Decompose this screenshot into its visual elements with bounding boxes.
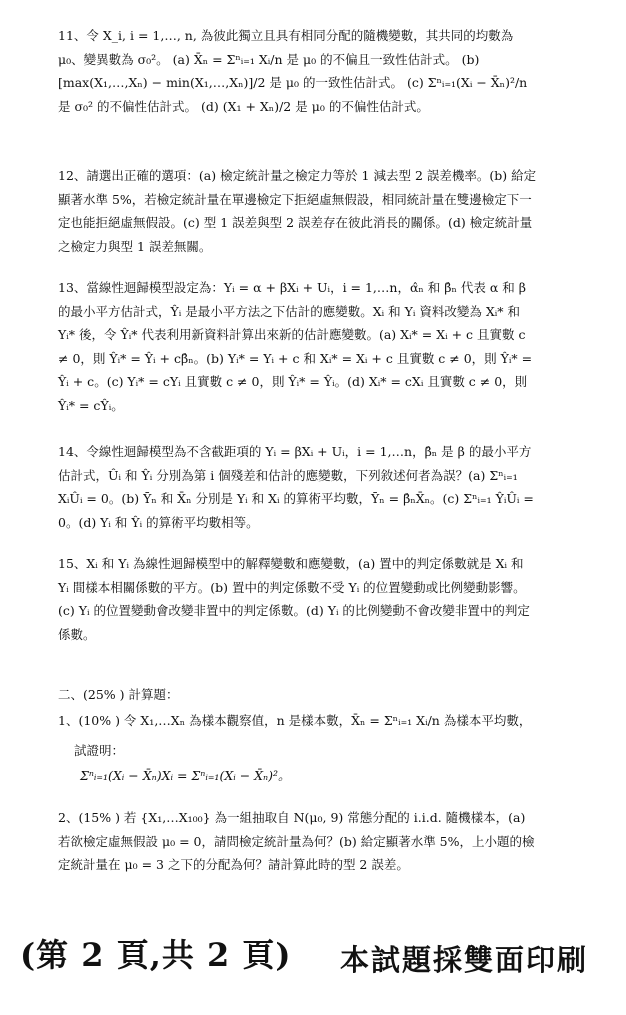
problem-1-equation: Σⁿᵢ₌₁(Xᵢ − X̄ₙ)Xᵢ = Σⁿᵢ₌₁(Xᵢ − X̄ₙ)²。 (80, 768, 291, 783)
print-note: 本試題採雙面印刷 (340, 943, 589, 977)
problem-1-prove-label: 試證明： (74, 743, 125, 758)
problem-2 (58, 806, 538, 877)
question-15-text: Xᵢ 和 Yᵢ 為線性迴歸模型中的解釋變數和應變數，(a) 置中的判定係數就是 Xᵢ 和 Yᵢ 間樣本相關係數的平方。(b) 置中的判定係數不受 Yᵢ 的位置變動或比例變動影響。(c) Yᵢ 的位置變動會改變非置中的判定係數。(d) Yᵢ 的比例變動不會改變非置中的判定係數。 (58, 556, 530, 642)
question-13-text: 當線性迴歸模型設定為：Yᵢ = α + βXᵢ + Uᵢ，i = 1,…n，α̂ₙ 和 β̂ₙ 代表 α 和 β 的最小平方估計式，Ŷᵢ 是最小平方法之下估計的應變數。Xᵢ 和 Yᵢ 資料改變為 Xᵢ* 和 Yᵢ* 後，令 Ŷᵢ* 代表利用新資料計算出來新的估計應變數。(a) Xᵢ* = Xᵢ + c 且實數 c ≠ 0，則 Ŷᵢ* = Ŷᵢ + cβ̂ₙ。(b) Yᵢ* = Yᵢ + c 和 Xᵢ* = Xᵢ + c 且實數 c ≠ 0，則 Ŷᵢ* = Ŷᵢ + c。(c) Yᵢ* = cYᵢ 且實數 c ≠ 0，則 Ŷᵢ* = Ŷᵢ。(d) Xᵢ* = cXᵢ 且實數 c ≠ 0，則 Ŷᵢ* = cŶᵢ。 (58, 280, 533, 413)
question-11: 11、令 X_i, i = 1,…, n, 為彼此獨立且具有相同分配的隨機變數，其共同的均數為 μ₀、變異數為 σ₀²。 (a) X̄ₙ = Σⁿᵢ₌₁ Xᵢ/n 是 μ₀ 的不偏且一致性估計式。 (b) [max(X₁,…,Xₙ) − min(X₁,…,Xₙ)]/2 是 μ₀ 的一致性估計式。 (c) Σⁿᵢ₌₁(Xᵢ − X̄ₙ)²/n 是 σ₀² 的不偏性估計式。 (d) (X₁ + Xₙ)/2 是 μ₀ 的不偏性估計式。 (58, 28, 528, 114)
question-14-text: 令線性迴歸模型為不含截距項的 Yᵢ = βXᵢ + Uᵢ，i = 1,…n，β̂ₙ 是 β 的最小平方估計式，Ûᵢ 和 Ŷᵢ 分別為第 i 個殘差和估計的應變數，下列敘述何者為誤？(a) Σⁿᵢ₌₁ XᵢÛᵢ = 0。(b) Ȳₙ 和 X̄ₙ 分別是 Yᵢ 和 Xᵢ 的算術平均數，Ȳₙ = β̂ₙX̄ₙ。(c) Σⁿᵢ₌₁ ŶᵢÛᵢ = 0。(d) Yᵢ 和 Ŷᵢ 的算術平均數相等。 (58, 444, 534, 530)
question-14: 14、令線性迴歸模型為不含截距項的 Yᵢ = βXᵢ + Uᵢ，i = 1,…n，β̂ₙ 是 β 的最小平方估計式，Ûᵢ 和 Ŷᵢ 分別為第 i 個殘差和估計的應變數，下列敘述何者為誤？(a) Σⁿᵢ₌₁ XᵢÛᵢ = 0。(b) Ȳₙ 和 X̄ₙ 分別是 Yᵢ 和 Xᵢ 的算術平均數，Ȳₙ = β̂ₙX̄ₙ。(c) Σⁿᵢ₌₁ ŶᵢÛᵢ = 0。(d) Yᵢ 和 Ŷᵢ 的算術平均數相等。 (58, 444, 534, 530)
question-11-text: 令 X_i, i = 1,…, n, 為彼此獨立且具有相同分配的隨機變數，其共同的均數為 μ₀、變異數為 σ₀²。 (a) X̄ₙ = Σⁿᵢ₌₁ Xᵢ/n 是 μ₀ 的不偏且一致性估計式。 (b) [max(X₁,…,Xₙ) − min(X₁,…,Xₙ)]/2 是 μ₀ 的一致性估計式。 (c) Σⁿᵢ₌₁(Xᵢ − X̄ₙ)²/n 是 σ₀² 的不偏性估計式。 (d) (X₁ + Xₙ)/2 是 μ₀ 的不偏性估計式。 (58, 28, 528, 114)
problem-1-intro: 1、(10% ) 令 X₁,…Xₙ 為樣本觀察值，n 是樣本數，X̄ₙ = Σⁿᵢ₌₁ Xᵢ/n 為樣本平均數， (58, 713, 532, 728)
question-15: 15、Xᵢ 和 Yᵢ 為線性迴歸模型中的解釋變數和應變數，(a) 置中的判定係數就是 Xᵢ 和 Yᵢ 間樣本相關係數的平方。(b) 置中的判定係數不受 Yᵢ 的位置變動或比例變動影響。(c) Yᵢ 的位置變動會改變非置中的判定係數。(d) Yᵢ 的比例變動不會改變非置中的判定係數。 (58, 556, 530, 642)
problem-2-text: 2、(15% ) 若 {X₁,…X₁₀₀} 為一組抽取自 N(μ₀, 9) 常態分配的 i.i.d. 隨機樣本，(a) 若欲檢定虛無假設 μ₀ = 0，請問檢定統計量為何？(b) 給定顯著水準 5%，上小題的檢定統計量在 μ₀ = 3 之下的分配為何？請計算此時的型 2 誤差。 (58, 810, 535, 873)
question-13: 13、當線性迴歸模型設定為：Yᵢ = α + βXᵢ + Uᵢ，i = 1,…n，α̂ₙ 和 β̂ₙ 代表 α 和 β 的最小平方估計式，Ŷᵢ 是最小平方法之下估計的應變數。Xᵢ 和 Yᵢ 資料改變為 Xᵢ* 和 Yᵢ* 後，令 Ŷᵢ* 代表利用新資料計算出來新的估計應變數。(a) Xᵢ* = Xᵢ + c 且實數 c ≠ 0，則 Ŷᵢ* = Ŷᵢ + cβ̂ₙ。(b) Yᵢ* = Yᵢ + c 和 Xᵢ* = Xᵢ + c 且實數 c ≠ 0，則 Ŷᵢ* = Ŷᵢ + c。(c) Yᵢ* = cYᵢ 且實數 c ≠ 0，則 Ŷᵢ* = Ŷᵢ。(d) Xᵢ* = cXᵢ 且實數 c ≠ 0，則 Ŷᵢ* = cŶᵢ。 (58, 280, 533, 413)
section-2-heading: 二、(25% ) 計算題： (58, 687, 179, 702)
question-12-text: 請選出正確的選項：(a) 檢定統計量之檢定力等於 1 減去型 2 誤差機率。(b) 給定顯著水準 5%，若檢定統計量在單邊檢定下拒絕虛無假設，相同統計量在雙邊檢定下一定也能拒絕虛無假設。(c) 型 1 誤差與型 2 誤差存在彼此消長的關係。(d) 檢定統計量之檢定力與型 1 誤差無關。 (58, 168, 537, 254)
page-number-label: (第 2 頁,共 2 頁) (20, 936, 292, 974)
problem-1 (58, 710, 538, 732)
question-12: 12、請選出正確的選項：(a) 檢定統計量之檢定力等於 1 減去型 2 誤差機率。(b) 給定顯著水準 5%，若檢定統計量在單邊檢定下拒絕虛無假設，相同統計量在雙邊檢定下一定也能拒絕虛無假設。(c) 型 1 誤差與型 2 誤差存在彼此消長的關係。(d) 檢定統計量之檢定力與型 1 誤差無關。 (58, 168, 537, 254)
